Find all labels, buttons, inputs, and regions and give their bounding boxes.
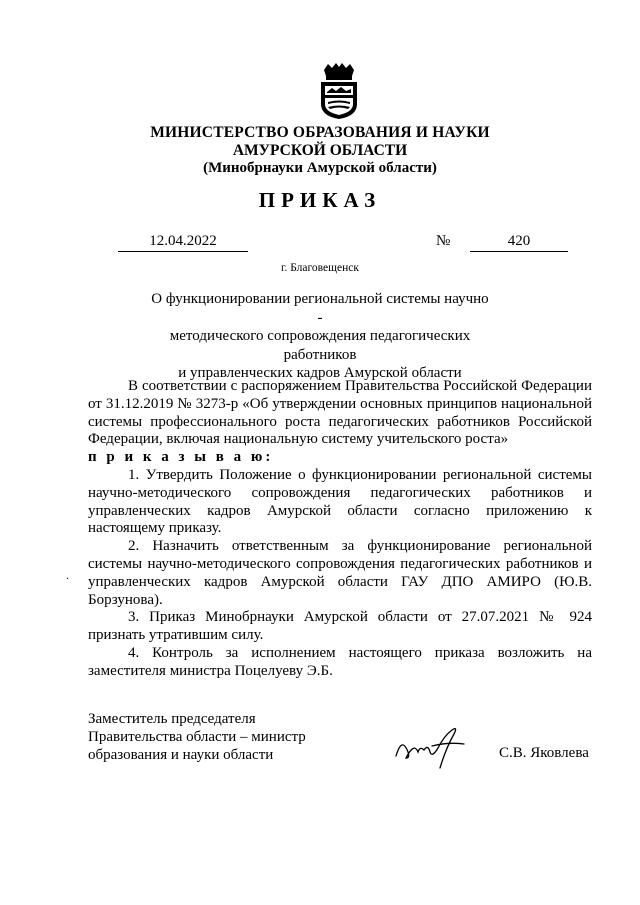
order-item: 3. Приказ Минобрнауки Амурской области от 27.07.2021 № 924 признать утратившим силу. bbox=[88, 609, 592, 644]
position-line: Заместитель председателя bbox=[88, 711, 256, 727]
order-item: 2. Назначить ответственным за функционирование региональной системы научно-методического сопровождения педагогических работников и управленческих кадров Амурской области ГАУ ДПО АМИРО (Ю.В. Борзунова). bbox=[88, 538, 592, 608]
number-sign: № bbox=[436, 233, 451, 249]
handwritten-signature-icon bbox=[392, 722, 470, 772]
position-line: Правительства области – министр bbox=[88, 729, 306, 745]
document-type: ПРИКАЗ bbox=[258, 188, 382, 212]
position-line: образования и науки области bbox=[88, 747, 274, 763]
order-subject bbox=[150, 290, 490, 383]
order-item: 4. Контроль за исполнением настоящего приказа возложить на заместителя министра Поцелуеву Э.Б. bbox=[88, 644, 592, 679]
subject-line: О функционировании региональной системы научно - bbox=[151, 291, 489, 326]
signer-name: С.В. Яковлева bbox=[499, 745, 589, 761]
order-date: 12.04.2022 bbox=[118, 233, 248, 252]
subject-line: и управленческих кадров Амурской области bbox=[178, 365, 462, 381]
order-number: 420 bbox=[470, 233, 568, 252]
subject-line: методического сопровождения педагогических работников bbox=[169, 328, 471, 363]
order-item: 1. Утвердить Положение о функционировании региональной системы научно-методического сопровождения педагогических работников и управленческих кадров Амурской области согласно приложению к настоящему приказу. bbox=[88, 466, 592, 537]
decree-word: п р и к а з ы в а ю: bbox=[88, 449, 274, 466]
stray-mark: . bbox=[66, 568, 69, 582]
city: г. Благовещенск bbox=[281, 262, 359, 274]
ministry-name: МИНИСТЕРСТВО ОБРАЗОВАНИЯ И НАУКИ bbox=[150, 124, 490, 141]
order-body bbox=[88, 378, 592, 681]
ministry-region: АМУРСКОЙ ОБЛАСТИ bbox=[232, 142, 408, 159]
ministry-short-name: (Минобрнауки Амурской области) bbox=[203, 160, 437, 176]
amur-region-coat-of-arms-icon bbox=[318, 62, 360, 120]
preamble: В соответствии с распоряжением Правительства Российской Федерации от 31.12.2019 № 3273-р «Об утверждении основных принципов национальной системы профессионального роста педагогических работников Российской Федерации, включая национальную систему учительского роста» bbox=[88, 378, 592, 448]
signer-position bbox=[88, 710, 306, 764]
